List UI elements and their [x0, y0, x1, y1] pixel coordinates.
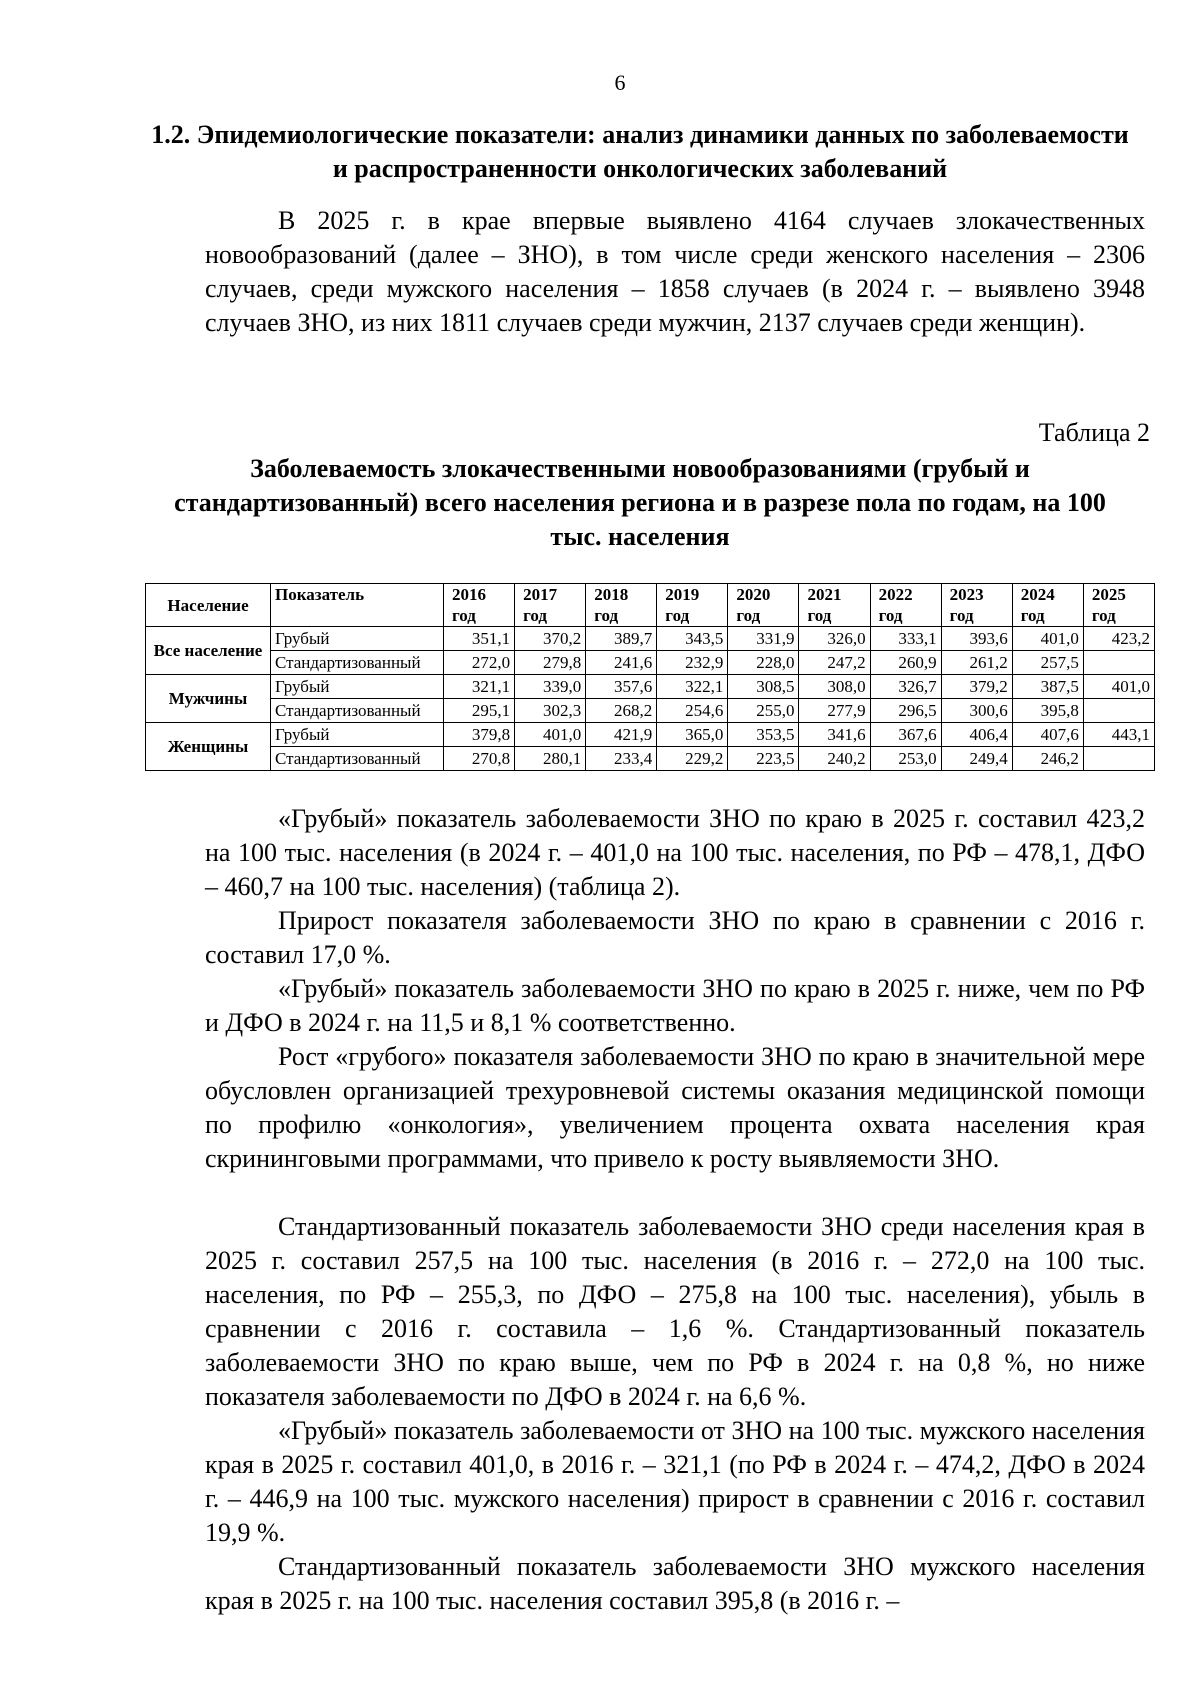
paragraph: «Грубый» показатель заболеваемости от ЗНО на 100 тыс. мужского населения края в 2025 г. составил 401,0, в 2016 г. – 321,1 (по РФ в 2024 г. – 474,2, ДФО в 2024 г. – 446,9 на 100 тыс. мужского населения) прирост в сравнении с 2016 г. составил 19,9 %.	[205, 1416, 1145, 1547]
indicator-cell: Грубый	[271, 723, 444, 747]
value-cell: 387,5	[1012, 675, 1083, 699]
population-group-cell: Все население	[146, 627, 271, 675]
value-cell: 296,5	[870, 699, 941, 723]
header-year: 2017 год	[515, 584, 586, 627]
value-cell: 254,6	[657, 699, 728, 723]
value-cell: 246,2	[1012, 747, 1083, 771]
value-cell: 423,2	[1083, 627, 1154, 651]
header-year: 2019 год	[657, 584, 728, 627]
indicator-cell: Грубый	[271, 627, 444, 651]
value-cell: 280,1	[515, 747, 586, 771]
value-cell: 260,9	[870, 651, 941, 675]
value-cell: 333,1	[870, 627, 941, 651]
value-cell: 229,2	[657, 747, 728, 771]
value-cell: 295,1	[444, 699, 515, 723]
header-year: 2016 год	[444, 584, 515, 627]
value-cell: 367,6	[870, 723, 941, 747]
table-row	[146, 747, 1155, 771]
value-cell	[1083, 747, 1154, 771]
value-cell: 351,1	[444, 627, 515, 651]
value-cell: 277,9	[799, 699, 870, 723]
value-cell: 308,0	[799, 675, 870, 699]
value-cell: 255,0	[728, 699, 799, 723]
paragraph: Стандартизованный показатель заболеваемости ЗНО мужского населения края в 2025 г. на 100 тыс. населения составил 395,8 (в 2016 г. –	[205, 1552, 1145, 1615]
value-cell: 357,6	[586, 675, 657, 699]
table-row	[146, 651, 1155, 675]
value-cell: 389,7	[586, 627, 657, 651]
header-year: 2022 год	[870, 584, 941, 627]
table-title: Заболеваемость злокачественными новообразованиями (грубый и стандартизованный) всего населения региона и в разрезе пола по годам, на 100 тыс. населения	[174, 454, 1106, 551]
value-cell: 407,6	[1012, 723, 1083, 747]
incidence-table	[145, 583, 1155, 771]
value-cell: 261,2	[941, 651, 1012, 675]
header-population: Население	[146, 584, 271, 627]
paragraph: Рост «грубого» показателя заболеваемости ЗНО по краю в значительной мере обусловлен организацией трехуровневой системы оказания медицинской помощи по профилю «онкология», увеличением процента охвата населения края скрининговыми программами, что привело к росту выявляемости ЗНО.	[205, 1042, 1145, 1173]
value-cell: 421,9	[586, 723, 657, 747]
paragraph: «Грубый» показатель заболеваемости ЗНО по краю в 2025 г. составил 423,2 на 100 тыс. населения (в 2024 г. – 401,0 на 100 тыс. населения, по РФ – 478,1, ДФО – 460,7 на 100 тыс. населения) (таблица 2).	[205, 804, 1145, 901]
value-cell: 232,9	[657, 651, 728, 675]
value-cell: 233,4	[586, 747, 657, 771]
indicator-cell: Грубый	[271, 675, 444, 699]
value-cell: 343,5	[657, 627, 728, 651]
paragraph: Прирост показателя заболеваемости ЗНО по краю в сравнении с 2016 г. составил 17,0 %.	[205, 906, 1145, 969]
table-row	[146, 699, 1155, 723]
value-cell: 370,2	[515, 627, 586, 651]
paragraph: Стандартизованный показатель заболеваемости ЗНО среди населения края в 2025 г. составил 257,5 на 100 тыс. населения (в 2016 г. – 272,0 на 100 тыс. населения, по РФ – 255,3, по ДФО – 275,8 на 100 тыс. населения), убыль в сравнении с 2016 г. составила – 1,6 %. Стандартизованный показатель заболеваемости ЗНО по краю выше, чем по РФ в 2024 г. на 0,8 %, но ниже показателя заболеваемости по ДФО в 2024 г. на 6,6 %.	[205, 1212, 1145, 1411]
value-cell: 379,8	[444, 723, 515, 747]
paragraph: «Грубый» показатель заболеваемости ЗНО по краю в 2025 г. ниже, чем по РФ и ДФО в 2024 г. на 11,5 и 8,1 % соответственно.	[205, 974, 1145, 1037]
table-row	[146, 627, 1155, 651]
value-cell: 249,4	[941, 747, 1012, 771]
indicator-cell: Стандартизованный	[271, 651, 444, 675]
value-cell: 270,8	[444, 747, 515, 771]
value-cell: 326,7	[870, 675, 941, 699]
page-number: 6	[614, 70, 626, 95]
value-cell: 401,0	[1083, 675, 1154, 699]
value-cell: 406,4	[941, 723, 1012, 747]
value-cell: 241,6	[586, 651, 657, 675]
table-row	[146, 675, 1155, 699]
value-cell	[1083, 699, 1154, 723]
value-cell: 223,5	[728, 747, 799, 771]
header-year: 2025 год	[1083, 584, 1154, 627]
value-cell: 379,2	[941, 675, 1012, 699]
table-header-row	[146, 584, 1155, 627]
value-cell: 401,0	[515, 723, 586, 747]
indicator-cell: Стандартизованный	[271, 747, 444, 771]
value-cell: 240,2	[799, 747, 870, 771]
value-cell: 247,2	[799, 651, 870, 675]
population-group-cell: Женщины	[146, 723, 271, 771]
table-row	[146, 723, 1155, 747]
value-cell: 228,0	[728, 651, 799, 675]
header-year: 2021 год	[799, 584, 870, 627]
header-year: 2018 год	[586, 584, 657, 627]
value-cell: 302,3	[515, 699, 586, 723]
value-cell: 341,6	[799, 723, 870, 747]
value-cell	[1083, 651, 1154, 675]
value-cell: 353,5	[728, 723, 799, 747]
value-cell: 322,1	[657, 675, 728, 699]
value-cell: 326,0	[799, 627, 870, 651]
header-year: 2023 год	[941, 584, 1012, 627]
value-cell: 279,8	[515, 651, 586, 675]
indicator-cell: Стандартизованный	[271, 699, 444, 723]
table-label: Таблица 2	[1038, 418, 1150, 447]
value-cell: 308,5	[728, 675, 799, 699]
header-indicator: Показатель	[271, 584, 444, 627]
value-cell: 331,9	[728, 627, 799, 651]
value-cell: 268,2	[586, 699, 657, 723]
value-cell: 443,1	[1083, 723, 1154, 747]
value-cell: 395,8	[1012, 699, 1083, 723]
value-cell: 321,1	[444, 675, 515, 699]
value-cell: 365,0	[657, 723, 728, 747]
header-year: 2020 год	[728, 584, 799, 627]
population-group-cell: Мужчины	[146, 675, 271, 723]
value-cell: 272,0	[444, 651, 515, 675]
intro-paragraph: В 2025 г. в крае впервые выявлено 4164 случаев злокачественных новообразований (далее – ЗНО), в том числе среди женского населения – 2306 случаев, среди мужского населения – 1858 случаев (в 2024 г. – выявлено 3948 случаев ЗНО, из них 1811 случаев среди мужчин, 2137 случаев среди женщин).	[205, 206, 1145, 337]
value-cell: 257,5	[1012, 651, 1083, 675]
value-cell: 253,0	[870, 747, 941, 771]
value-cell: 339,0	[515, 675, 586, 699]
value-cell: 401,0	[1012, 627, 1083, 651]
section-title: 1.2. Эпидемиологические показатели: анализ динамики данных по заболеваемости и распространенности онкологических заболеваний	[151, 120, 1129, 183]
value-cell: 300,6	[941, 699, 1012, 723]
header-year: 2024 год	[1012, 584, 1083, 627]
value-cell: 393,6	[941, 627, 1012, 651]
